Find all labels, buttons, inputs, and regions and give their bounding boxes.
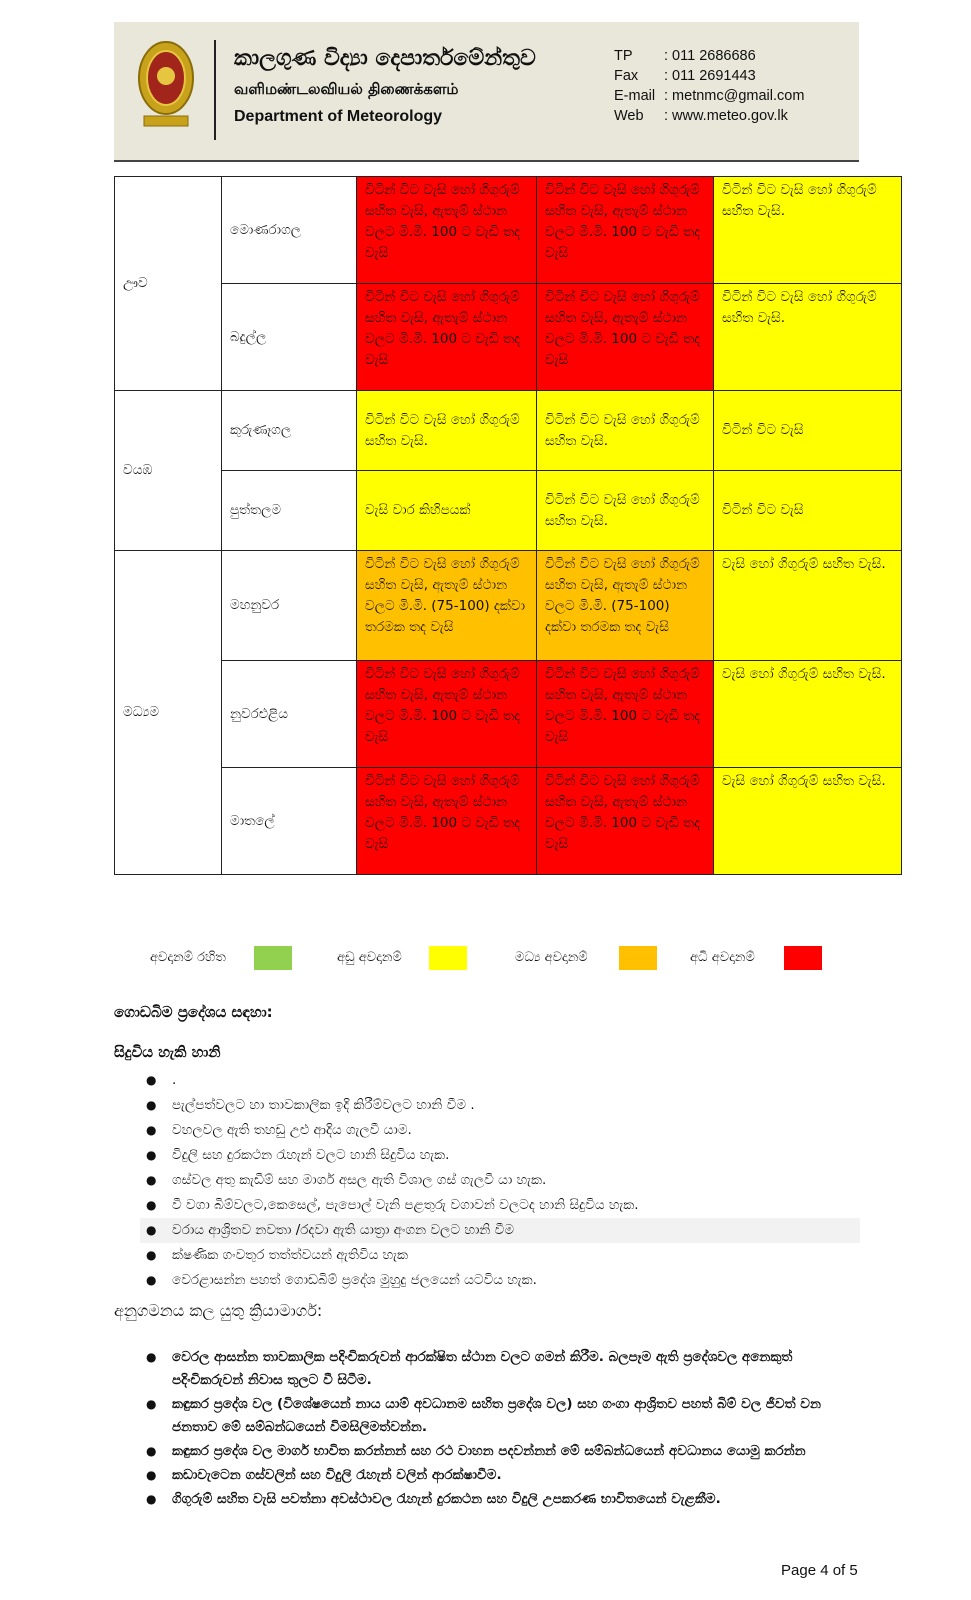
forecast-cell: වැසි හෝ ගිගුරුම් සහිත වැසි. <box>714 661 902 768</box>
forecast-cell: විටින් විට වැසි හෝ ගිගුරුම් සහිත වැසි, ඇතැම් ස්ථාන වලට මි.මි. (75-100) දක්වා තරමක තද වැසි <box>357 551 537 661</box>
header-divider <box>214 40 216 140</box>
damage-list <box>140 1068 860 1293</box>
letterhead <box>114 22 859 162</box>
forecast-cell: විටින් විට වැසි හෝ ගිගුරුම් සහිත වැසි. <box>537 471 714 551</box>
actions-list <box>140 1346 860 1512</box>
list-item: ● ගස්වල අතු කැඩීම් සහ මාර්ග අසල ඇති විශාල ගස් ගැලවී යා හැක. <box>140 1168 860 1193</box>
list-item: ● වරාය ආශ්‍රිතව නවතා /රදවා ඇති යාත්‍රා අංගන වලට හානි වීම <box>140 1218 860 1243</box>
forecast-cell: විටින් විට වැසි හෝ ගිගුරුම් සහිත වැසි. <box>357 391 537 471</box>
list-item: ● කඳුකර ප්‍රදේශ වල (විශේෂයෙන් නාය යාම් අවධානම සහිත ප්‍රදේශ වල) සහ ගංගා ආශ්‍රිතව පහත් බිම් වල ජීවත් වන ජනතාව මේ සම්බන්ධයෙන් විමසිලිමත්වන්න. <box>140 1393 860 1439</box>
risk-legend: අවදානම් රහිත අඩු අවදානම් මධ්‍ය අවදානම් අධි අවදානම් <box>0 946 971 976</box>
district-cell: නුවරඑළිය <box>222 661 357 768</box>
bullet-icon: ● <box>146 1123 157 1137</box>
department-title-sinhala: කාලගුණ විද්‍යා දෙපාර්තමේන්තුව <box>234 46 536 71</box>
bullet-icon: ● <box>146 1273 157 1287</box>
list-item: ● කඳුකර ප්‍රදේශ වල මාර්ග භාවිත කරන්නන් සහ රථ වාහන පදවන්නන් මේ සම්බන්ධයෙන් අවධානය යොමු කරන්න <box>140 1440 860 1463</box>
legend-swatch-red <box>784 946 822 970</box>
list-item: ● වහලවල ඇති තහඩු උළු ආදිය ගැලවී යාම. <box>140 1118 860 1143</box>
contact-phone: TP : 011 2686686 <box>614 48 756 64</box>
forecast-table <box>114 176 902 875</box>
damage-heading: සිදුවිය හැකි හානි <box>114 1043 221 1061</box>
district-cell: බදුල්ල <box>222 284 357 391</box>
contact-web: Web : www.meteo.gov.lk <box>614 108 788 124</box>
forecast-cell: විටින් විට වැසි <box>714 471 902 551</box>
list-item: ● ක්ෂණික ගංවතුර තත්ත්වයන් ඇතිවිය හැක <box>140 1243 860 1268</box>
forecast-cell: වැසි හෝ ගිගුරුම් සහිත වැසි. <box>714 551 902 661</box>
bullet-icon: ● <box>146 1223 157 1237</box>
district-cell: මාතලේ <box>222 768 357 875</box>
forecast-cell: විටින් විට වැසි හෝ ගිගුරුම් සහිත වැසි, ඇතැම් ස්ථාන වලට මි.මි. 100 ට වැඩි තද වැසි <box>357 661 537 768</box>
page-number: Page 4 of 5 <box>781 1562 858 1579</box>
list-item: ● කඩාවැටෙන ගස්වලින් සහ විදුලි රැහැන් වලින් ආරක්ෂාවීම. <box>140 1464 860 1487</box>
forecast-cell: විටින් විට වැසි හෝ ගිගුරුම් සහිත වැසි. <box>714 284 902 391</box>
province-cell: මධ්‍යම <box>115 551 222 875</box>
bullet-icon: ● <box>146 1468 157 1482</box>
bullet-icon: ● <box>146 1173 157 1187</box>
bullet-icon: ● <box>146 1492 157 1506</box>
department-title-tamil: வளிமண்டலவியல் திணைக்களம் <box>234 80 459 98</box>
forecast-cell: විටින් විට වැසි හෝ ගිගුරුම් සහිත වැසි, ඇතැම් ස්ථාන වලට මි.මි. 100 ට වැඩි තද වැසි <box>357 284 537 391</box>
table-row <box>115 391 902 471</box>
forecast-cell: වැසි හෝ ගිගුරුම් සහිත වැසි. <box>714 768 902 875</box>
district-cell: මහනුවර <box>222 551 357 661</box>
province-cell: වයඹ <box>115 391 222 551</box>
bullet-icon: ● <box>146 1098 157 1112</box>
bullet-icon: ● <box>146 1248 157 1262</box>
district-cell: කුරුණෑගල <box>222 391 357 471</box>
forecast-cell: විටින් විට වැසි හෝ ගිගුරුම් සහිත වැසි, ඇතැම් ස්ථාන වලට මි.මි. 100 ට වැඩි තද වැසි <box>357 768 537 875</box>
list-item: ● විදුලි සහ දුරකථන රැහැන් වලට හානි සිදුවිය හැක. <box>140 1143 860 1168</box>
table-row <box>115 768 902 875</box>
forecast-cell: විටින් විට වැසි හෝ ගිගුරුම් සහිත වැසි, ඇතැම් ස්ථාන වලට මි.මි. (75-100) දක්වා තරමක තද වැසි <box>537 551 714 661</box>
list-item: ● . <box>140 1068 860 1093</box>
forecast-cell: වැසි වාර කිහිපයක් <box>357 471 537 551</box>
table-row <box>115 551 902 661</box>
forecast-cell: විටින් විට වැසි හෝ ගිගුරුම් සහිත වැසි, ඇතැම් ස්ථාන වලට මි.මි. 100 ට වැඩි තද වැසි <box>357 177 537 284</box>
legend-swatch-green <box>254 946 292 970</box>
table-row <box>115 471 902 551</box>
bullet-icon: ● <box>146 1350 157 1364</box>
province-cell: ඌව <box>115 177 222 391</box>
department-title-english: Department of Meteorology <box>234 108 443 125</box>
forecast-cell: විටින් විට වැසි හෝ ගිගුරුම් සහිත වැසි, ඇතැම් ස්ථාන වලට මි.මි. 100 ට වැඩි තද වැසි <box>537 284 714 391</box>
table-row <box>115 284 902 391</box>
list-item: ● ගිගුරුම් සහිත වැසි පවත්නා අවස්ථාවල රැහැන් දුරකථන සහ විදුලි උපකරණ භාවිතයෙන් වැළකීම. <box>140 1488 860 1511</box>
forecast-cell: විටින් විට වැසි හෝ ගිගුරුම් සහිත වැසි. <box>537 391 714 471</box>
list-item: ● වෙරල ආසන්න තාවකාලික පදිංචිකරුවන් ආරක්ෂිත ස්ථාන වලට ගමන් කිරීම. බලපෑම ඇති ප්‍රදේශවල අනෙකුත් පදිංචිකරුවන් නිවාස තුලට වී සිටීම. <box>140 1346 860 1392</box>
national-emblem-icon <box>136 38 196 130</box>
bullet-icon: ● <box>146 1444 157 1458</box>
district-cell: පුත්තලම <box>222 471 357 551</box>
contact-email: E-mail : metnmc@gmail.com <box>614 88 805 104</box>
lowland-heading: ගොඩබිම ප්‍රදේශය සඳහා: <box>114 1003 273 1021</box>
district-cell: මොණරාගල <box>222 177 357 284</box>
bullet-icon: ● <box>146 1397 157 1411</box>
list-item: ● පැල්පත්වලට හා තාවකාලික ඉදි කිරීම්වලට හානි වීම . <box>140 1093 860 1118</box>
bullet-icon: ● <box>146 1148 157 1162</box>
forecast-cell: විටින් විට වැසි <box>714 391 902 471</box>
forecast-cell: විටින් විට වැසි හෝ ගිගුරුම් සහිත වැසි, ඇතැම් ස්ථාන වලට මි.මි. 100 ට වැඩි තද වැසි <box>537 768 714 875</box>
bullet-icon: ● <box>146 1198 157 1212</box>
list-item: ● වී වගා බිම්වලට,කෙසෙල්, පැපොල් වැනි පළතුරු වගාවන් වලටද හානි සිදුවිය හැක. <box>140 1193 860 1218</box>
list-item: ● වෙරළාසන්න පහත් ගොඩබිම් ප්‍රදේශ මුහුදු ජලයෙන් යටවිය හැක. <box>140 1268 860 1293</box>
forecast-cell: විටින් විට වැසි හෝ ගිගුරුම් සහිත වැසි, ඇතැම් ස්ථාන වලට මි.මි. 100 ට වැඩි තද වැසි <box>537 177 714 284</box>
forecast-cell: විටින් විට වැසි හෝ ගිගුරුම් සහිත වැසි. <box>714 177 902 284</box>
contact-fax: Fax : 011 2691443 <box>614 68 756 84</box>
table-row <box>115 177 902 284</box>
actions-heading: අනුගමනය කල යුතු ක්‍රියාමාර්ග: <box>114 1301 323 1320</box>
table-row <box>115 661 902 768</box>
forecast-cell: විටින් විට වැසි හෝ ගිගුරුම් සහිත වැසි, ඇතැම් ස්ථාන වලට මි.මි. 100 ට වැඩි තද වැසි <box>537 661 714 768</box>
bullet-icon: ● <box>146 1073 157 1087</box>
legend-swatch-orange <box>619 946 657 970</box>
legend-swatch-yellow <box>429 946 467 970</box>
contact-block <box>614 48 804 128</box>
